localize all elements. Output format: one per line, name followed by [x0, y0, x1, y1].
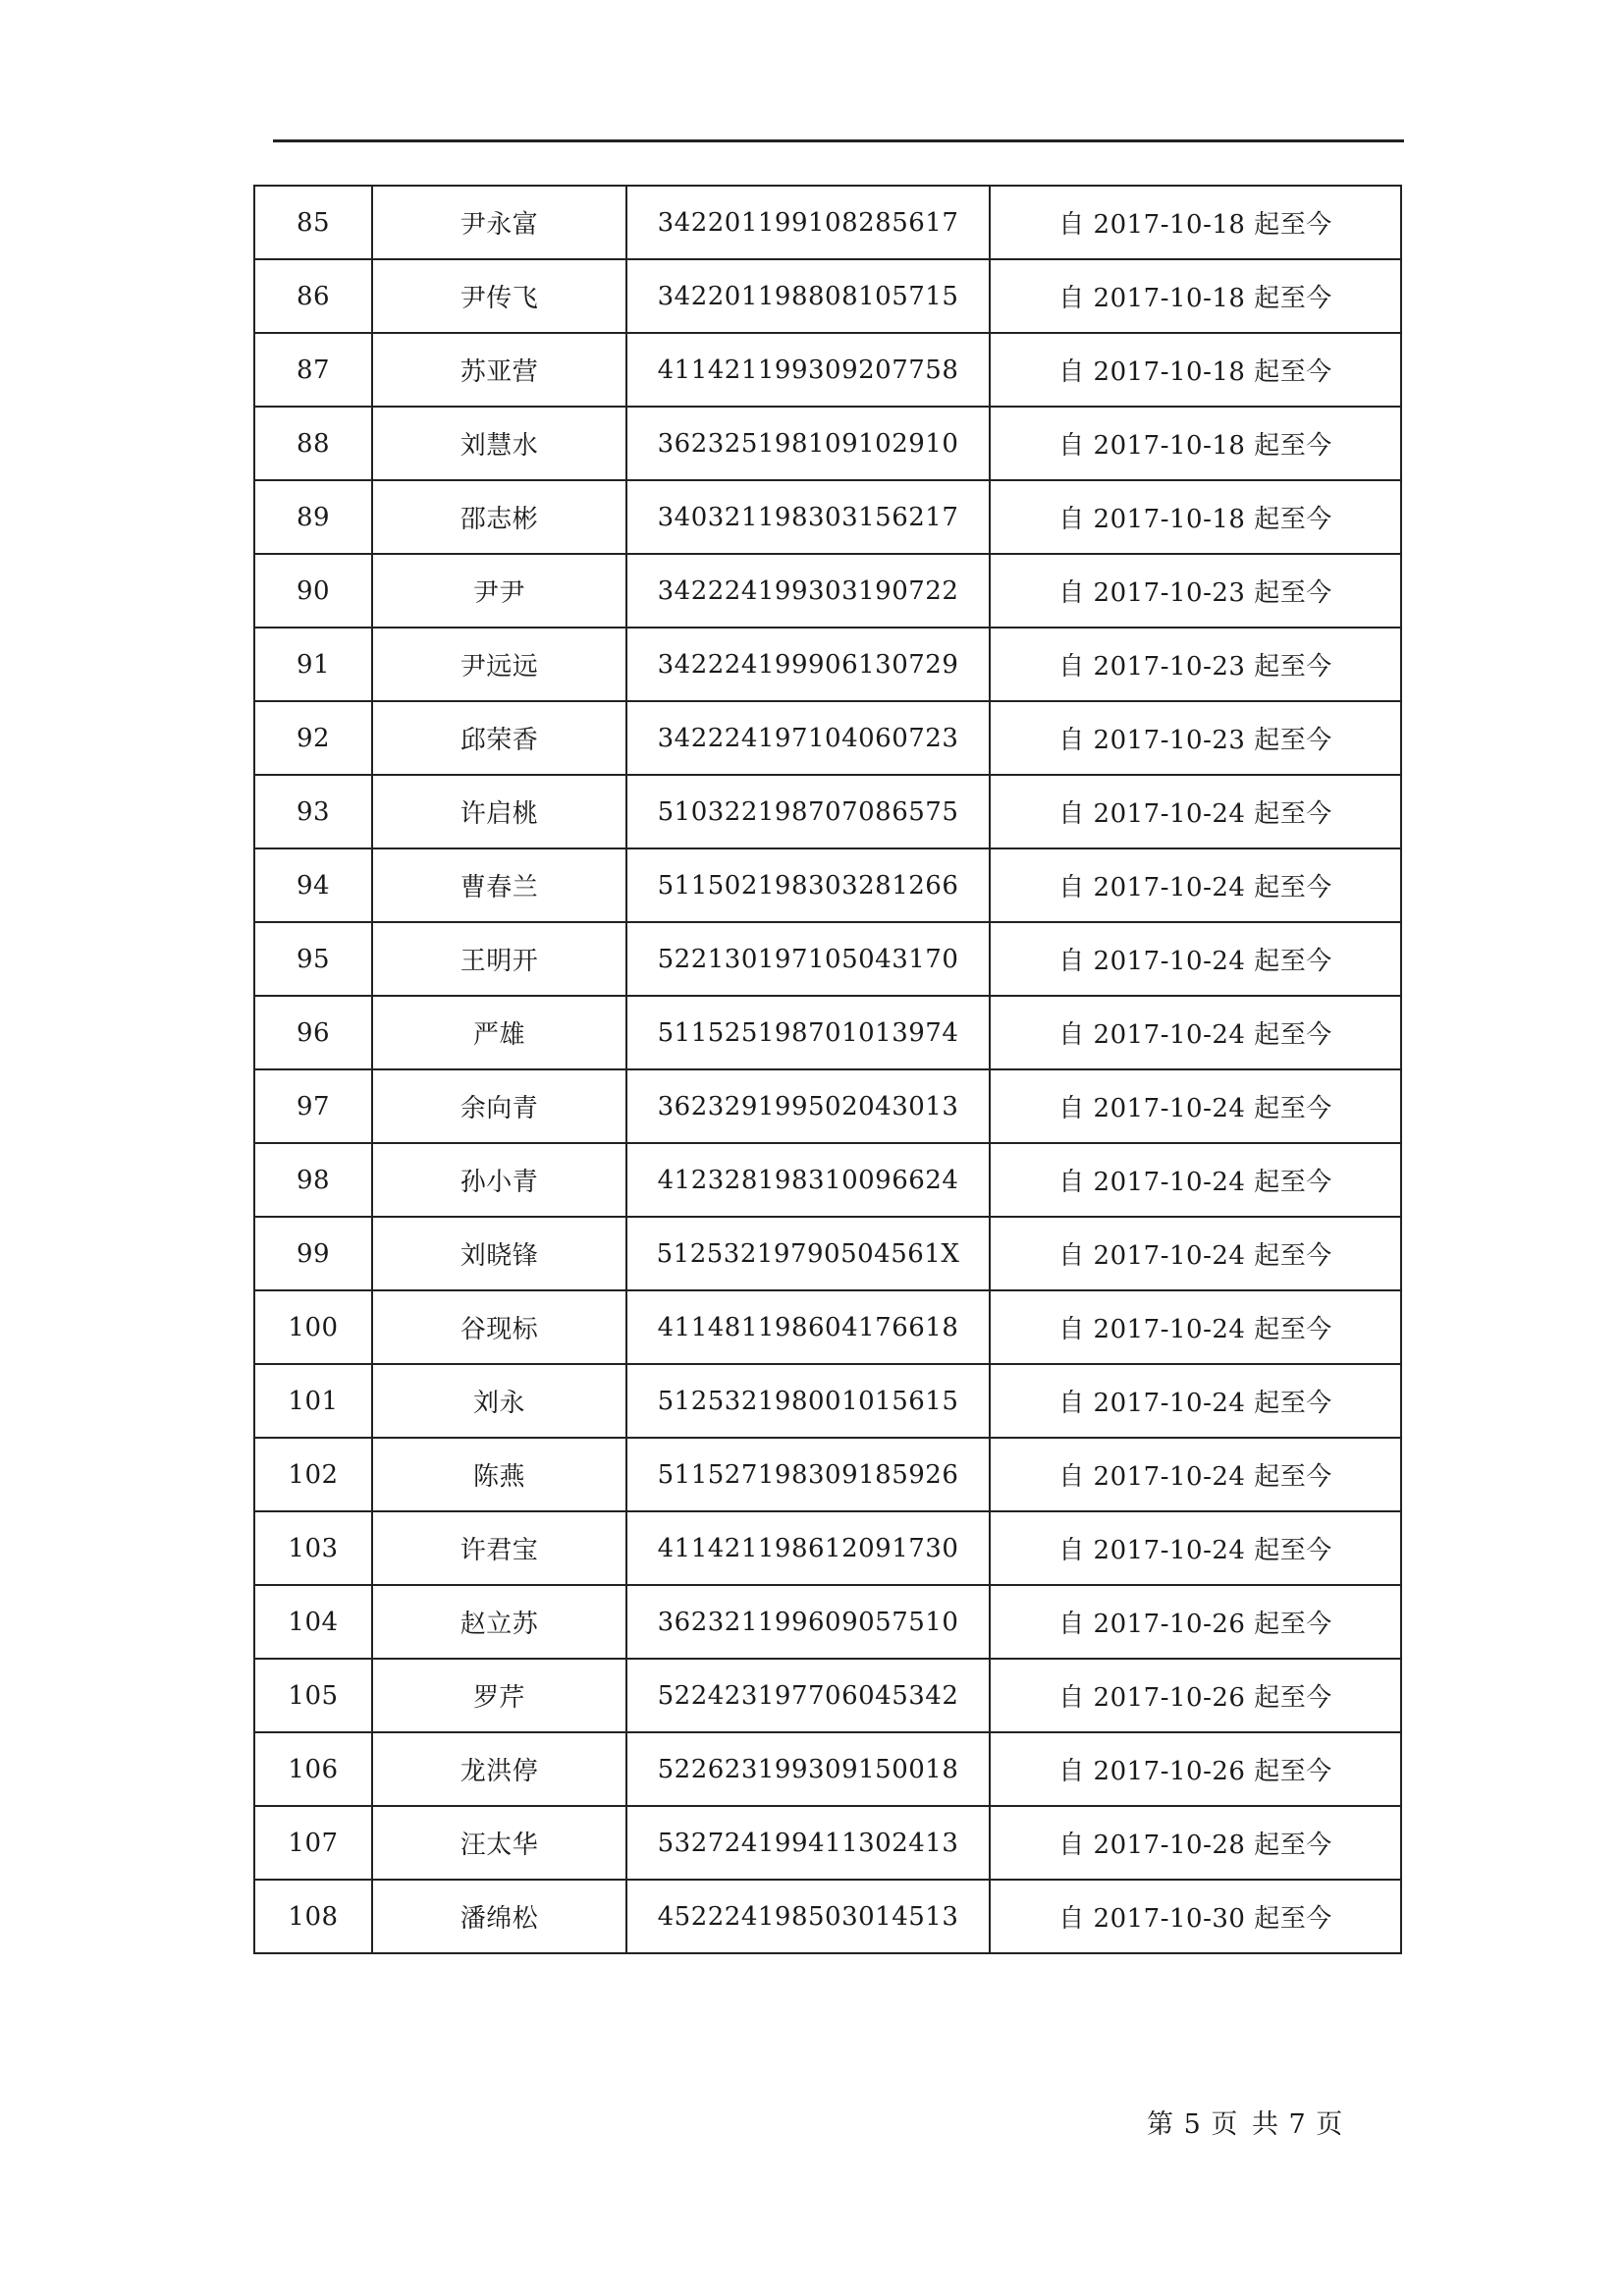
period-text: 自 2017-10-26 起至今: [990, 1659, 1401, 1732]
person-name: 谷现标: [372, 1290, 626, 1364]
table-row: [254, 1364, 1401, 1438]
id-number: 340321198303156217: [626, 480, 990, 554]
table-row: [254, 186, 1401, 259]
person-name: 曹春兰: [372, 848, 626, 922]
row-number: 85: [254, 186, 372, 259]
table-row: [254, 1217, 1401, 1290]
row-number: 98: [254, 1143, 372, 1217]
id-number: 411421198612091730: [626, 1511, 990, 1585]
table-row: [254, 996, 1401, 1069]
period-text: 自 2017-10-26 起至今: [990, 1732, 1401, 1806]
page-footer: [1147, 2103, 1347, 2141]
records-table-container: [253, 185, 1402, 1954]
person-name: 陈燕: [372, 1438, 626, 1511]
person-name: 罗芹: [372, 1659, 626, 1732]
table-row: [254, 922, 1401, 996]
row-number: 103: [254, 1511, 372, 1585]
id-number: 511525198701013974: [626, 996, 990, 1069]
id-number: 512532198001015615: [626, 1364, 990, 1438]
table-row: [254, 775, 1401, 848]
period-text: 自 2017-10-24 起至今: [990, 1290, 1401, 1364]
person-name: 尹远远: [372, 628, 626, 701]
period-text: 自 2017-10-23 起至今: [990, 628, 1401, 701]
row-number: 101: [254, 1364, 372, 1438]
row-number: 88: [254, 407, 372, 480]
table-row: [254, 333, 1401, 407]
table-row: [254, 1511, 1401, 1585]
person-name: 许君宝: [372, 1511, 626, 1585]
period-text: 自 2017-10-26 起至今: [990, 1585, 1401, 1659]
row-number: 89: [254, 480, 372, 554]
person-name: 汪太华: [372, 1806, 626, 1880]
period-text: 自 2017-10-18 起至今: [990, 333, 1401, 407]
period-text: 自 2017-10-24 起至今: [990, 1069, 1401, 1143]
id-number: 342224197104060723: [626, 701, 990, 775]
id-number: 522130197105043170: [626, 922, 990, 996]
person-name: 孙小青: [372, 1143, 626, 1217]
id-number: 342201199108285617: [626, 186, 990, 259]
id-number: 51253219790504561X: [626, 1217, 990, 1290]
person-name: 刘慧水: [372, 407, 626, 480]
table-row: [254, 1806, 1401, 1880]
row-number: 107: [254, 1806, 372, 1880]
table-row: [254, 407, 1401, 480]
person-name: 余向青: [372, 1069, 626, 1143]
person-name: 尹尹: [372, 554, 626, 628]
page-number: 第 5 页: [1147, 2109, 1239, 2140]
person-name: 许启桃: [372, 775, 626, 848]
id-number: 522623199309150018: [626, 1732, 990, 1806]
records-table-body: [254, 186, 1401, 1953]
row-number: 91: [254, 628, 372, 701]
table-row: [254, 1585, 1401, 1659]
row-number: 92: [254, 701, 372, 775]
table-row: [254, 480, 1401, 554]
row-number: 105: [254, 1659, 372, 1732]
id-number: 342201198808105715: [626, 259, 990, 333]
table-row: [254, 1438, 1401, 1511]
row-number: 94: [254, 848, 372, 922]
row-number: 97: [254, 1069, 372, 1143]
id-number: 522423197706045342: [626, 1659, 990, 1732]
table-row: [254, 1659, 1401, 1732]
person-name: 潘绵松: [372, 1880, 626, 1953]
period-text: 自 2017-10-28 起至今: [990, 1806, 1401, 1880]
id-number: 412328198310096624: [626, 1143, 990, 1217]
period-text: 自 2017-10-18 起至今: [990, 259, 1401, 333]
table-row: [254, 554, 1401, 628]
row-number: 102: [254, 1438, 372, 1511]
id-number: 532724199411302413: [626, 1806, 990, 1880]
person-name: 刘晓锋: [372, 1217, 626, 1290]
header-rule: [273, 139, 1404, 142]
person-name: 尹传飞: [372, 259, 626, 333]
table-row: [254, 1290, 1401, 1364]
table-row: [254, 628, 1401, 701]
person-name: 苏亚营: [372, 333, 626, 407]
id-number: 411421199309207758: [626, 333, 990, 407]
id-number: 362321199609057510: [626, 1585, 990, 1659]
row-number: 86: [254, 259, 372, 333]
table-row: [254, 701, 1401, 775]
row-number: 104: [254, 1585, 372, 1659]
period-text: 自 2017-10-24 起至今: [990, 1438, 1401, 1511]
person-name: 严雄: [372, 996, 626, 1069]
id-number: 452224198503014513: [626, 1880, 990, 1953]
period-text: 自 2017-10-24 起至今: [990, 1511, 1401, 1585]
person-name: 王明开: [372, 922, 626, 996]
period-text: 自 2017-10-24 起至今: [990, 996, 1401, 1069]
id-number: 362329199502043013: [626, 1069, 990, 1143]
period-text: 自 2017-10-24 起至今: [990, 1143, 1401, 1217]
period-text: 自 2017-10-24 起至今: [990, 1217, 1401, 1290]
period-text: 自 2017-10-23 起至今: [990, 701, 1401, 775]
row-number: 95: [254, 922, 372, 996]
table-row: [254, 848, 1401, 922]
id-number: 510322198707086575: [626, 775, 990, 848]
id-number: 362325198109102910: [626, 407, 990, 480]
row-number: 87: [254, 333, 372, 407]
period-text: 自 2017-10-24 起至今: [990, 848, 1401, 922]
person-name: 赵立苏: [372, 1585, 626, 1659]
table-row: [254, 1880, 1401, 1953]
row-number: 90: [254, 554, 372, 628]
id-number: 511502198303281266: [626, 848, 990, 922]
table-row: [254, 1143, 1401, 1217]
records-table: [253, 185, 1402, 1954]
person-name: 邵志彬: [372, 480, 626, 554]
table-row: [254, 1069, 1401, 1143]
row-number: 99: [254, 1217, 372, 1290]
row-number: 93: [254, 775, 372, 848]
period-text: 自 2017-10-24 起至今: [990, 1364, 1401, 1438]
row-number: 96: [254, 996, 372, 1069]
row-number: 106: [254, 1732, 372, 1806]
period-text: 自 2017-10-23 起至今: [990, 554, 1401, 628]
period-text: 自 2017-10-24 起至今: [990, 922, 1401, 996]
id-number: 342224199303190722: [626, 554, 990, 628]
period-text: 自 2017-10-24 起至今: [990, 775, 1401, 848]
id-number: 511527198309185926: [626, 1438, 990, 1511]
person-name: 尹永富: [372, 186, 626, 259]
person-name: 邱荣香: [372, 701, 626, 775]
row-number: 100: [254, 1290, 372, 1364]
person-name: 刘永: [372, 1364, 626, 1438]
id-number: 342224199906130729: [626, 628, 990, 701]
table-row: [254, 1732, 1401, 1806]
period-text: 自 2017-10-18 起至今: [990, 186, 1401, 259]
id-number: 411481198604176618: [626, 1290, 990, 1364]
table-row: [254, 259, 1401, 333]
person-name: 龙洪停: [372, 1732, 626, 1806]
period-text: 自 2017-10-18 起至今: [990, 480, 1401, 554]
period-text: 自 2017-10-30 起至今: [990, 1880, 1401, 1953]
row-number: 108: [254, 1880, 372, 1953]
period-text: 自 2017-10-18 起至今: [990, 407, 1401, 480]
page-total: 共 7 页: [1251, 2109, 1344, 2140]
